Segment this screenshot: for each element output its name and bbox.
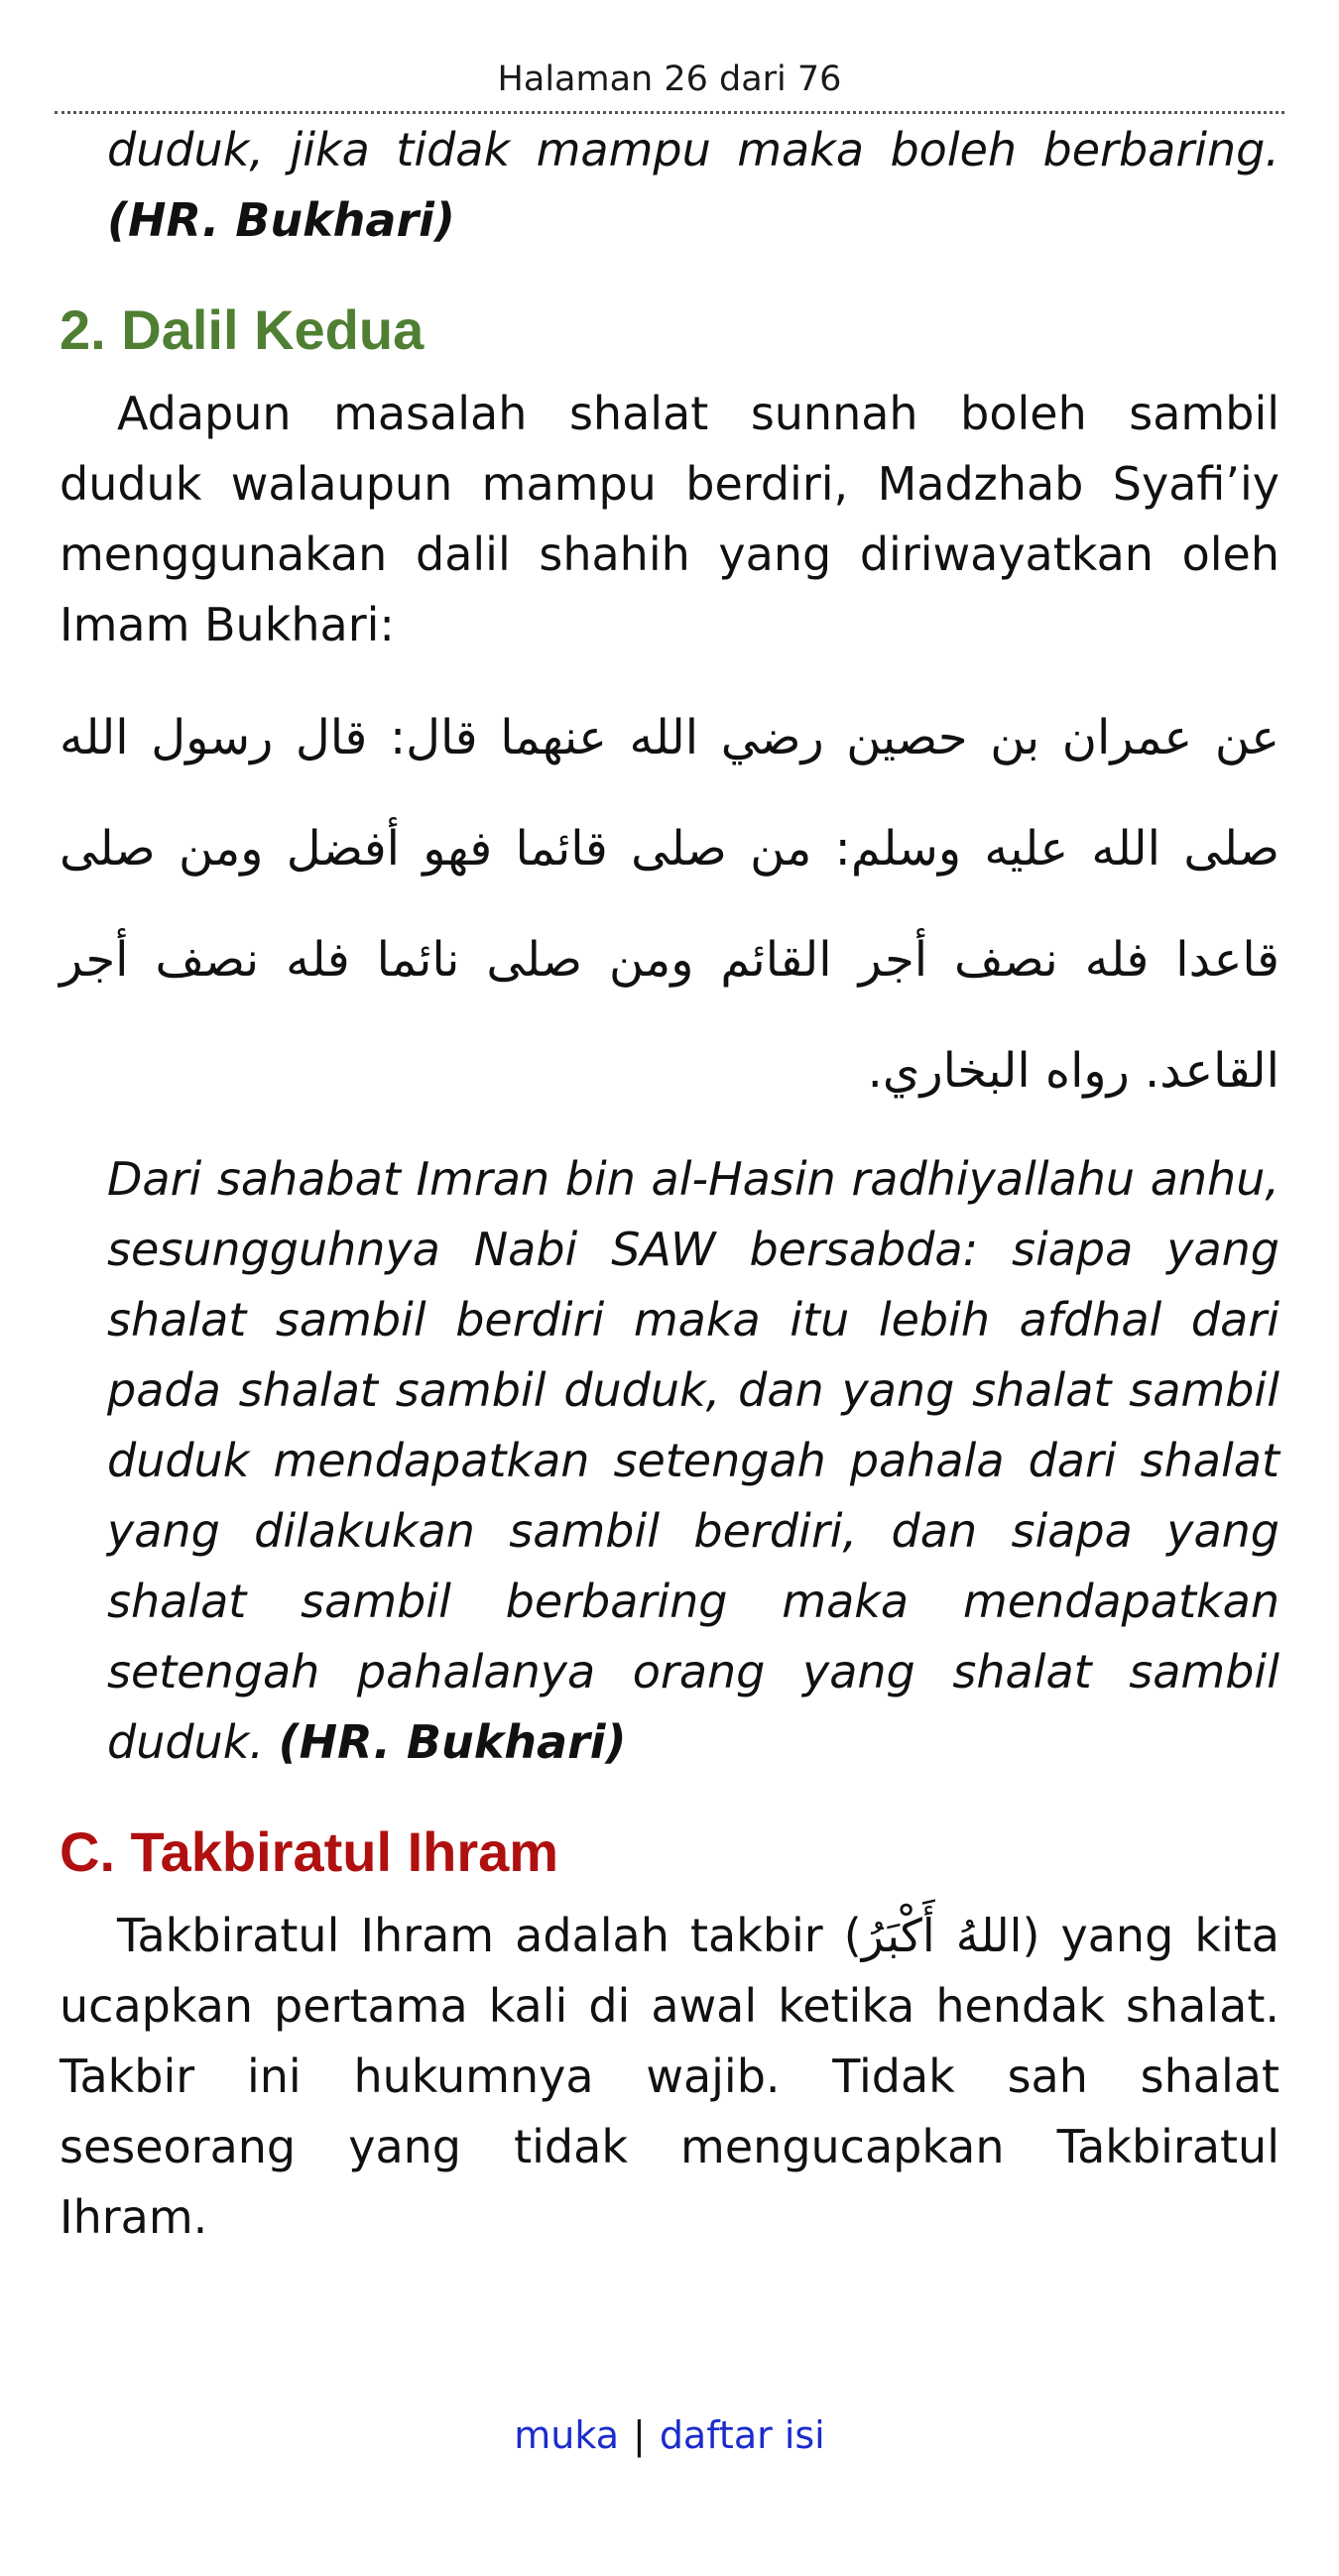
page-indicator: Halaman 26 dari 76: [497, 59, 842, 99]
section-heading-dalil-kedua: 2. Dalil Kedua: [60, 298, 425, 361]
footer-separator: |: [633, 2413, 646, 2457]
hadith-translation: [107, 1144, 1279, 1778]
takbir-arabic-inline: اللهُ أَكْبَرُ: [861, 1909, 1023, 1962]
takbir-text-after: ) yang kita ucapkan pertama kali di awal ketika hendak shalat. Takbir ini hukumnya wajib. Tidak sah shalat seseorang yang tidak mengucapkan Takbiratul Ihram.: [60, 1909, 1279, 2244]
arabic-hadith-text: عن عمران بن حصين رضي الله عنهما قال: قال رسول الله صلى الله عليه وسلم: من صلى قائما فهو أفضل ومن صلى قاعدا فله نصف أجر القائم ومن صلى نائما فله نصف أجر القاعد. رواه البخاري.: [60, 710, 1279, 1099]
translation-text: Dari sahabat Imran bin al-Hasin radhiyallahu anhu, sesungguhnya Nabi SAW bersabda: siapa yang shalat sambil berdiri maka itu lebih afdhal dari pada shalat sambil duduk, dan yang shalat sambil duduk mendapatkan setengah pahala dari shalat yang dilakukan sambil berdiri, dan siapa yang shalat sambil berbaring maka mendapatkan setengah pahalanya orang yang shalat sambil duduk.: [107, 1152, 1279, 1769]
translation-reference: (HR. Bukhari): [278, 1715, 627, 1769]
section-heading-takbiratul-ihram: C. Takbiratul Ihram: [60, 1820, 559, 1883]
takbir-text-before: Takbiratul Ihram adalah takbir (: [117, 1909, 862, 1962]
quote-text: duduk, jika tidak mampu maka boleh berbaring.: [107, 123, 1279, 176]
footer-navigation: [0, 2411, 1339, 2459]
link-daftar-isi[interactable]: daftar isi: [659, 2413, 825, 2457]
takbiratul-ihram-paragraph: [60, 1901, 1279, 2253]
page-content: [60, 115, 1279, 2253]
dalil-kedua-paragraph: Adapun masalah shalat sunnah boleh sambil duduk walaupun mampu berdiri, Madzhab Syafi’iy menggunakan dalil shahih yang diriwayatkan oleh Imam Bukhari:: [60, 387, 1279, 651]
link-muka[interactable]: muka: [514, 2413, 619, 2457]
header-divider: [55, 111, 1284, 114]
quote-reference: (HR. Bukhari): [107, 193, 455, 247]
hadith-quote-continuation: [107, 115, 1279, 256]
